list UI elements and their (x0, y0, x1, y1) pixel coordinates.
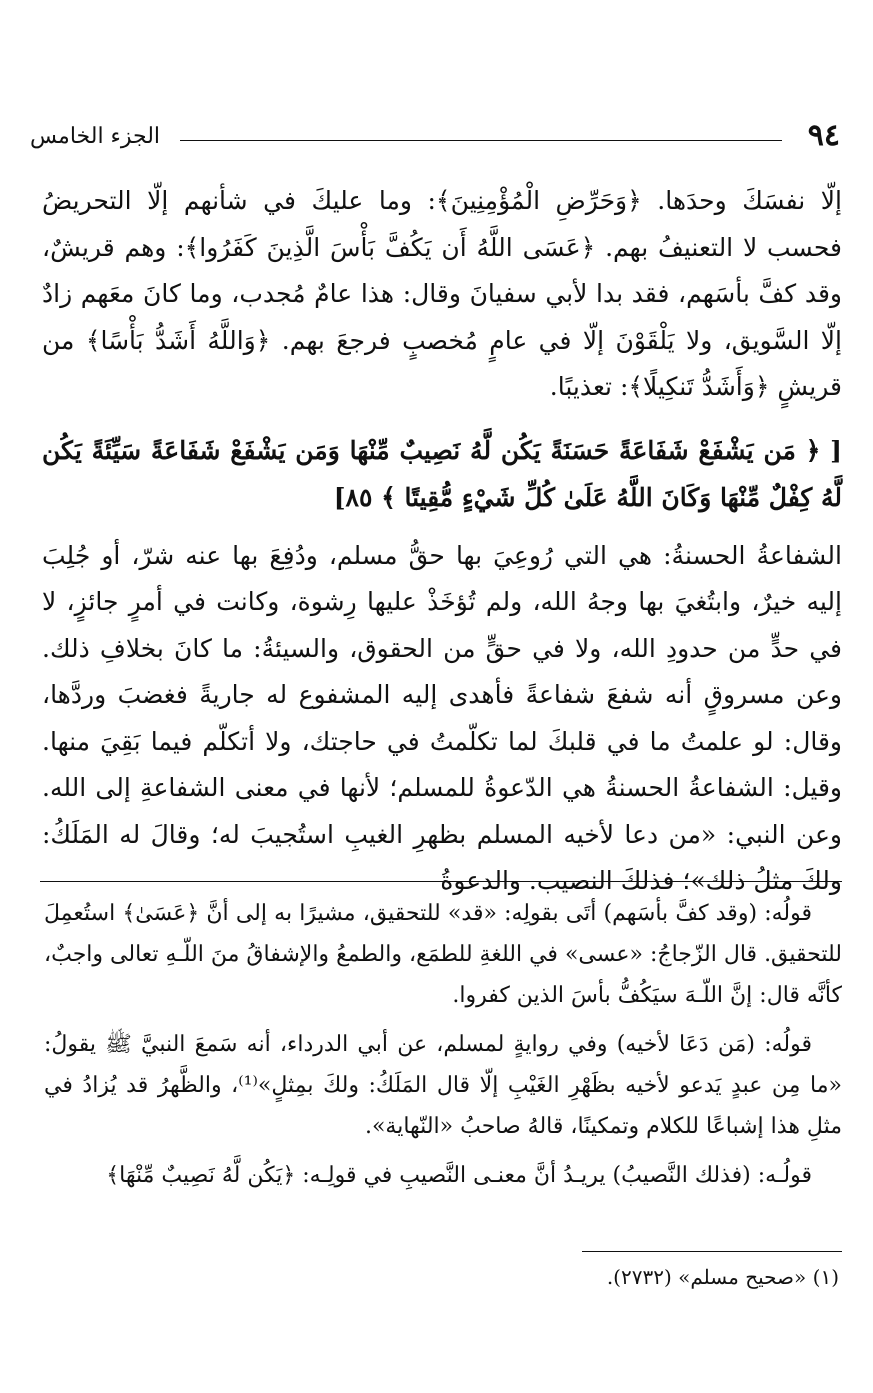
page-header (30, 118, 840, 158)
footnote: (١) «صحيح مسلم» (٢٧٣٢). (606, 1265, 839, 1289)
note-1: قولُه: (وقد كفَّ بأسَهم) أتَى بقولِه: «قد» للتحقيق، مشيرًا به إلى أنَّ ﴿عَسَىٰ﴾ استُعمِلَ للتحقيق. قال الزّجاجُ: «عسى» في اللغةِ للطمَع، والطمعُ والإشفاقُ منَ اللّـهِ تعالى واجبٌ، كأنَّه قال: إنَّ اللّـهَ سيَكُفُّ بأسَ الذين كفروا. (44, 901, 842, 1008)
notes-divider (40, 881, 842, 882)
header-rule (180, 140, 782, 141)
page-number: ٩٤ (807, 118, 840, 153)
main-text (42, 178, 842, 905)
quran-verse-85: [ ﴿ مَن يَشْفَعْ شَفَاعَةً حَسَنَةً يَكُن لَّهُ نَصِيبٌ مِّنْهَا وَمَن يَشْفَعْ شَفَاعَةً سَيِّئَةً يَكُن لَّهُ كِفْلٌ مِّنْهَا وَكَانَ اللَّهُ عَلَىٰ كُلِّ شَيْءٍ مُّقِيتًا ﴾ ٨٥] (42, 435, 842, 512)
commentary-paragraph-1: إلّا نفسَكَ وحدَها. ﴿وَحَرِّضِ الْمُؤْمِنِينَ﴾: وما عليكَ في شأنهم إلّا التحريضُ فحسب لا التعنيفُ بهم. ﴿عَسَى اللَّهُ أَن يَكُفَّ بَأْسَ الَّذِينَ كَفَرُوا﴾: وهم قريشٌ، وقد كفَّ بأسَهم، فقد بدا لأبي سفيانَ وقال: هذا عامٌ مُجدب، وما كانَ معَهم زادٌ إلّا السَّويق، ولا يَلْقَوْنَ إلّا في عامٍ مُخصبٍ فرجعَ بهم. ﴿وَاللَّهُ أَشَدُّ بَأْسًا﴾ من قريشٍ ﴿وَأَشَدُّ تَنكِيلًا﴾: تعذيبًا. (42, 186, 842, 401)
commentary-paragraph-2: الشفاعةُ الحسنةُ: هي التي رُوعِيَ بها حقُّ مسلم، ودُفِعَ بها عنه شرّ، أو جُلِبَ إليه خيرٌ، وابتُغيَ بها وجهُ الله، ولم تُؤخَذْ عليها رِشوة، وكانت في أمرٍ جائزٍ، لا في حدٍّ من حدودِ الله، ولا في حقٍّ من الحقوق، والسيئةُ: ما كانَ بخلافِ ذلك. وعن مسروقٍ أنه شفعَ شفاعةً فأهدى إليه المشفوع له جاريةً فغضبَ وردَّها، وقال: لو علمتُ ما في قلبكَ لما تكلّمتُ في حاجتك، ولا أتكلّم فيما بَقِيَ منها. وقيل: الشفاعةُ الحسنةُ هي الدّعوةُ للمسلم؛ لأنها في معنى الشفاعةِ إلى الله. وعن النبي: «من دعا لأخيه المسلم بظهرِ الغيبِ استُجيبَ له؛ وقالَ له المَلَكُ: ولكَ مثلُ ذلك»؛ فذلكَ النصيب. والدعوةُ (42, 540, 842, 895)
running-title: الجزء الخامس (30, 124, 161, 149)
note-3: قولُـه: (فذلك النَّصيبُ) يريـدُ أنَّ معنـى النَّصيبِ في قولِـه: ﴿يَكُن لَّهُ نَصِيبٌ مِّنْهَا﴾ (106, 1163, 812, 1188)
note-2: قولُه: (مَن دَعَا لأخيه) وفي روايةٍ لمسلم، عن أبي الدرداء، أنه سَمعَ النبيَّ ﷺ يقولُ: «ما مِن عبدٍ يَدعو لأخيه بظَهْرِ الغَيْبِ إلّا قال المَلَكُ: ولكَ بمِثلٍ»⁽¹⁾، والظَّهرُ قد يُزادُ في مثلِ هذا إشباعًا للكلام وتمكينًا، قالهُ صاحبُ «النّهاية». (44, 1032, 842, 1139)
marginal-notes (44, 893, 842, 1204)
footnote-rule (582, 1251, 842, 1252)
